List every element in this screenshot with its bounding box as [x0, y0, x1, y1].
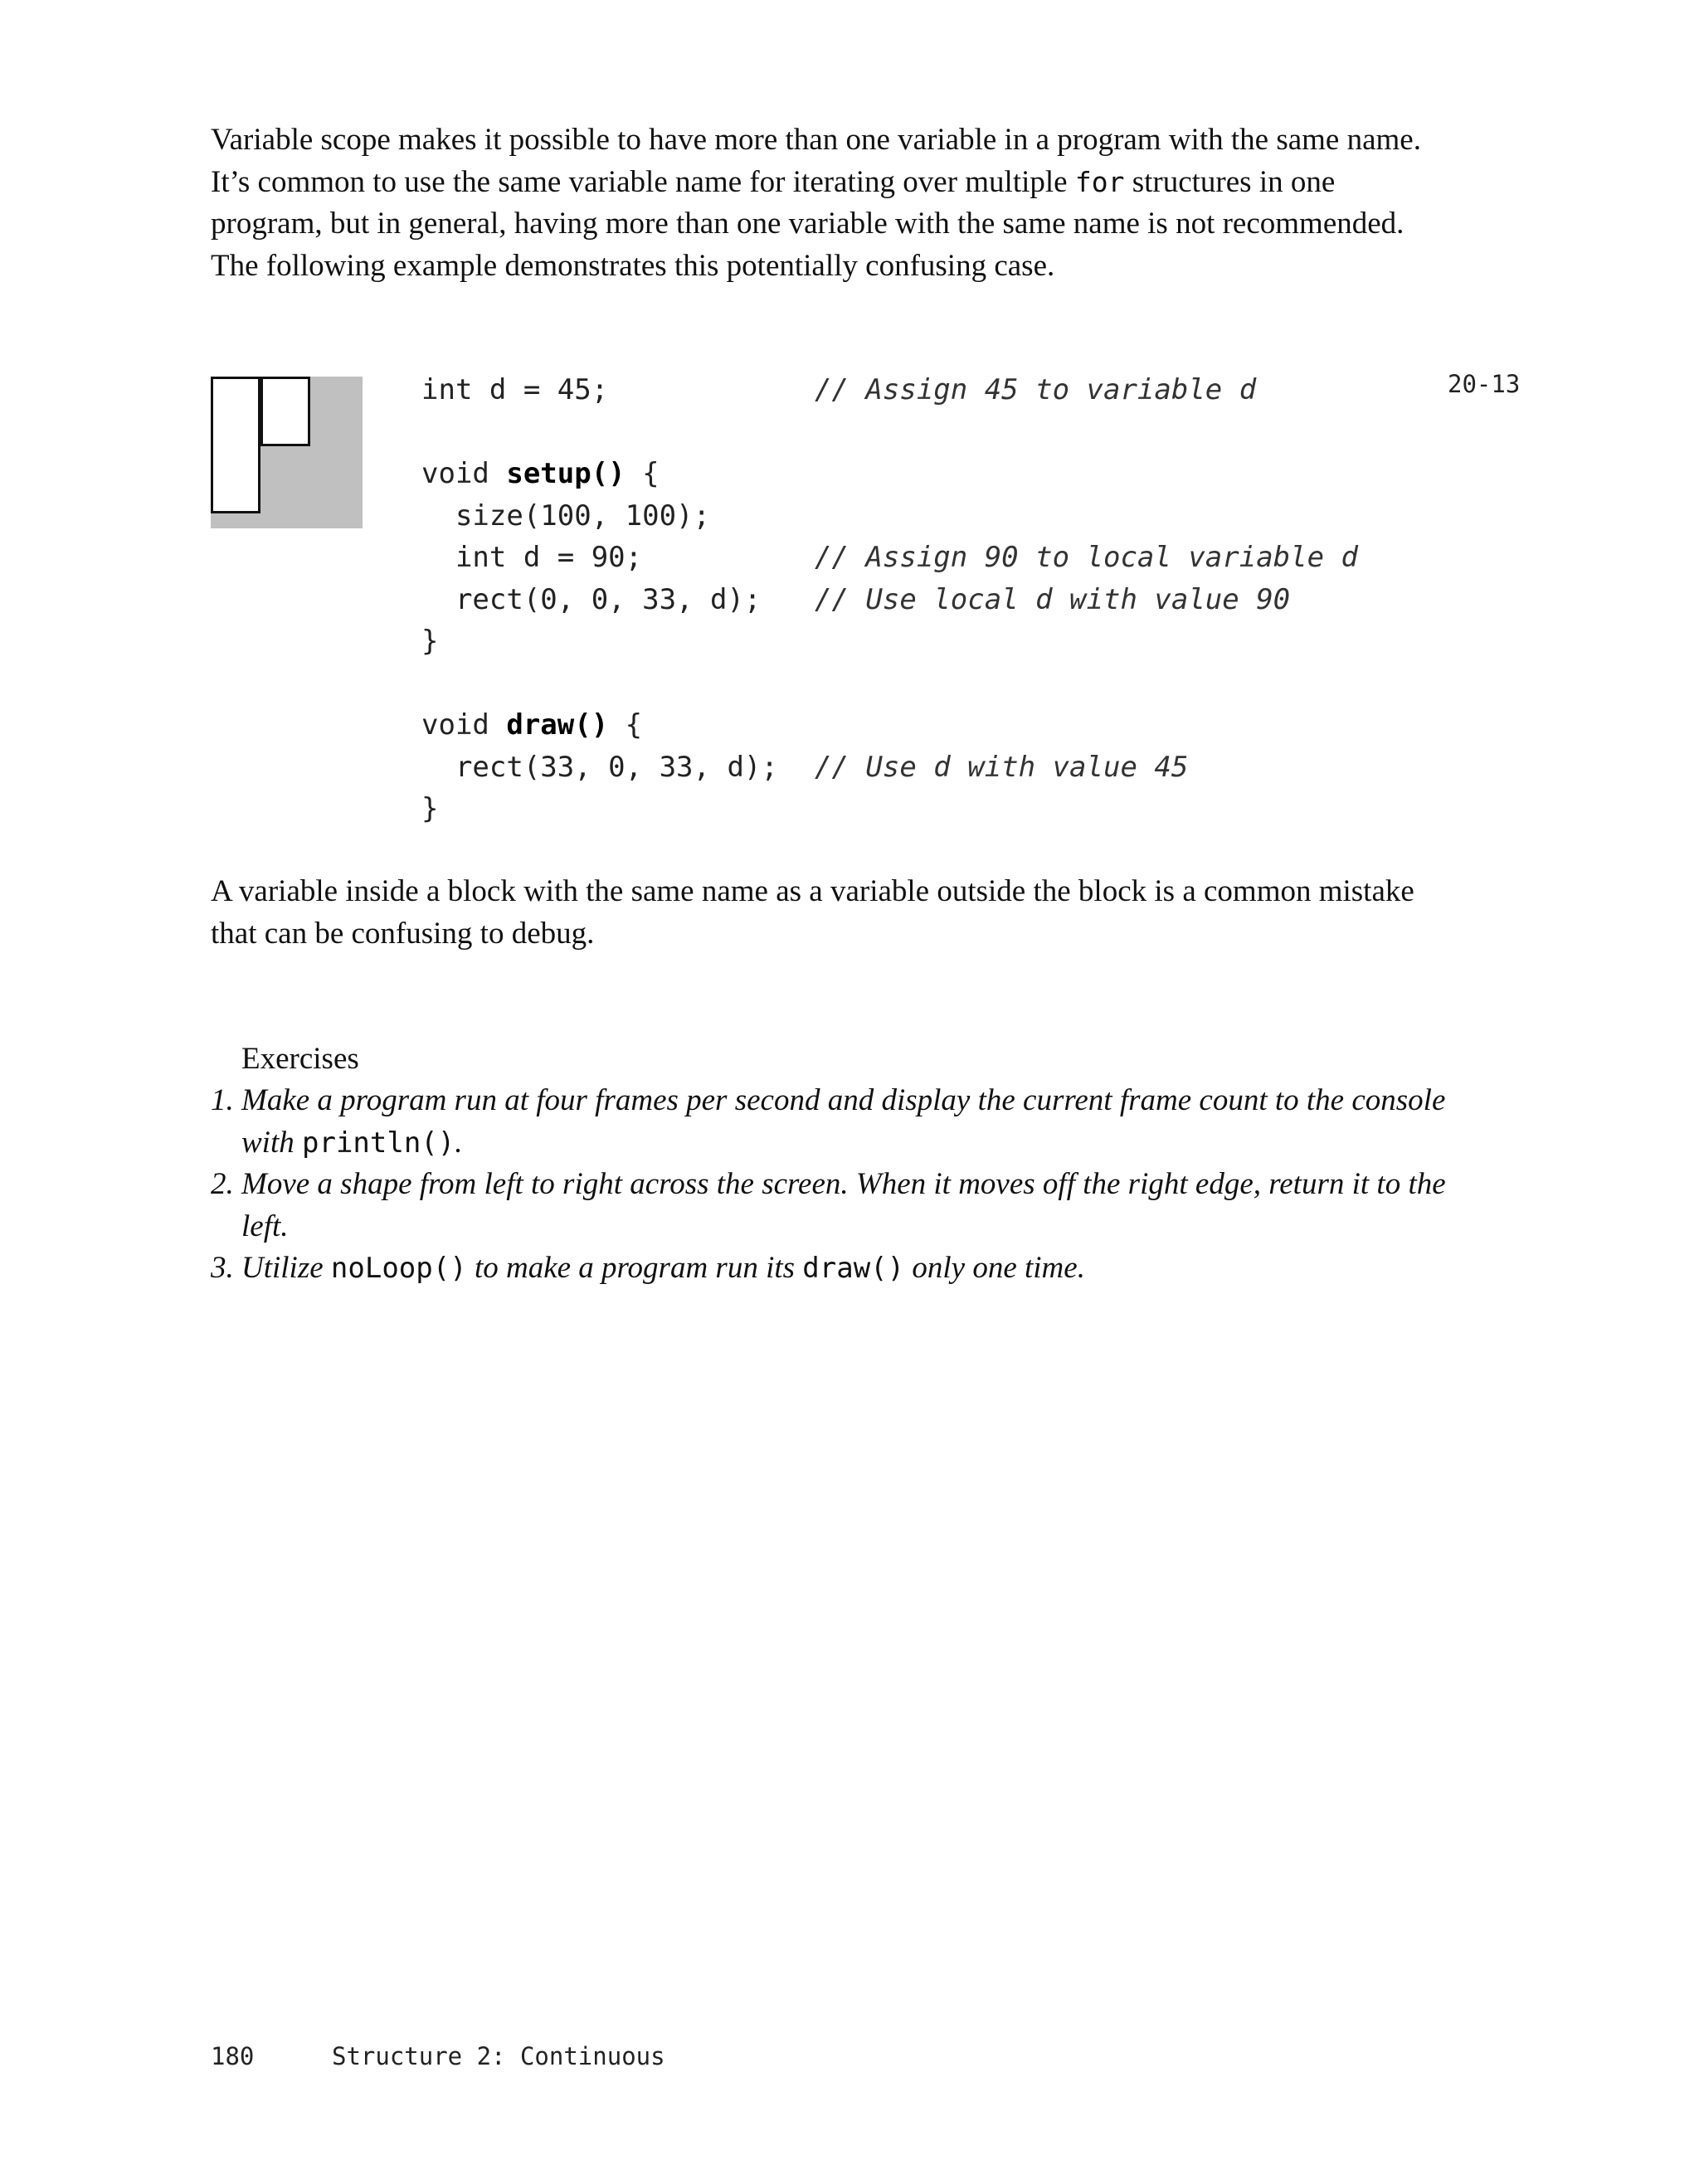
exercise-item — [211, 1080, 1455, 1164]
code-example-number: 20-13 — [1448, 370, 1521, 398]
intro-text-2: structures in one program, but in general, having more than one variable with the same name is not recommended. The following example demonstrates this potentially confusing case. — [211, 164, 1404, 283]
output-rect-local — [211, 377, 260, 513]
code-line — [421, 537, 1359, 579]
code-comment: // Use local d with value 90 — [815, 582, 1291, 616]
exercise-item — [211, 1164, 1455, 1248]
exercise-text: to make a program run its — [466, 1251, 803, 1285]
exercise-text: . — [455, 1125, 463, 1160]
code-line — [421, 663, 778, 705]
code-line — [421, 788, 778, 830]
exercises-list — [211, 1080, 1455, 1290]
code-text — [421, 457, 660, 490]
code-line — [421, 411, 778, 454]
code-text — [421, 708, 642, 742]
inline-code-for: for — [1074, 165, 1125, 198]
code-line — [421, 747, 1189, 789]
code-line — [421, 704, 778, 747]
exercise-number: 3. — [211, 1251, 234, 1285]
code-line — [421, 620, 778, 663]
code-text: } — [421, 792, 439, 825]
code-line — [421, 369, 1257, 411]
exercise-text: only one time. — [904, 1251, 1085, 1285]
code-text: rect(0, 0, 33, d); — [421, 582, 762, 616]
code-text: } — [421, 625, 439, 658]
code-keyword: void — [421, 457, 507, 490]
code-line — [421, 579, 1291, 621]
code-keyword: void — [421, 708, 507, 742]
code-comment: // Assign 90 to local variable d — [815, 541, 1359, 574]
exercise-inline-code: noLoop() — [330, 1252, 467, 1285]
exercise-number: 2. — [211, 1167, 234, 1201]
intro-paragraph — [211, 119, 1439, 287]
intro-text-1: Variable scope makes it possible to have more than one variable in a program with the same name. It’s common to use the same variable name for iterating over multiple — [211, 123, 1421, 199]
code-function-name: draw() — [506, 708, 609, 742]
code-example — [421, 369, 1359, 830]
exercise-number: 1. — [211, 1083, 234, 1117]
exercise-inline-code: println() — [302, 1126, 455, 1160]
running-footer-section: Structure 2: Continuous — [332, 2042, 665, 2070]
exercises-heading: Exercises — [241, 1042, 359, 1076]
code-text: int d = 45; — [421, 373, 609, 406]
followup-paragraph: A variable inside a block with the same name as a variable outside the block is a common mistake that can be confusing to debug. — [211, 874, 1414, 951]
code-line — [421, 495, 778, 537]
code-comment: // Assign 45 to variable d — [815, 373, 1257, 406]
exercise-text: Move a shape from left to right across the screen. When it moves off the right edge, return it to the left. — [241, 1167, 1446, 1243]
output-rect-global — [260, 377, 310, 446]
page-number: 180 — [211, 2042, 255, 2070]
code-line — [421, 453, 778, 495]
exercise-inline-code: draw() — [802, 1252, 905, 1285]
code-text: int d = 90; — [421, 541, 643, 574]
exercise-text: Utilize — [241, 1251, 331, 1285]
code-text: size(100, 100); — [421, 499, 710, 533]
code-text: rect(33, 0, 33, d); — [421, 750, 778, 784]
code-brace: { — [625, 457, 660, 490]
exercise-text: Make a program run at four frames per second and display the current frame count to the console with — [241, 1083, 1446, 1160]
code-comment: // Use d with value 45 — [815, 750, 1189, 784]
exercise-item — [211, 1248, 1455, 1290]
example-output-figure — [211, 377, 363, 528]
code-function-name: setup() — [506, 457, 626, 490]
code-brace: { — [608, 708, 643, 742]
